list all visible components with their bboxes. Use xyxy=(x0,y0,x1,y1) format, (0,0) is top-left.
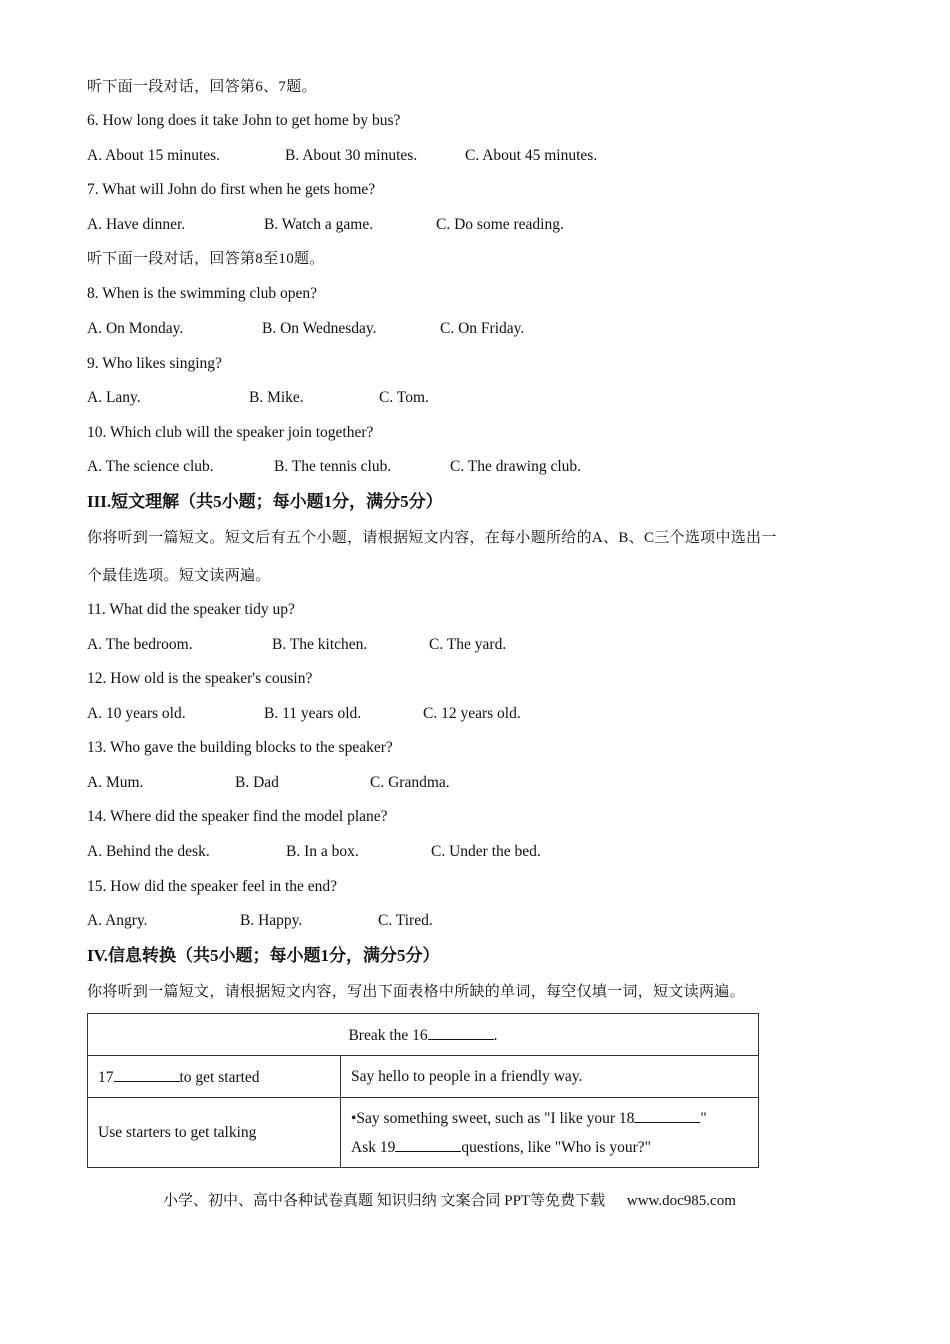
row2-right-line1 xyxy=(351,1104,748,1133)
table-row xyxy=(88,1098,759,1168)
q7-option-a: A. Have dinner. xyxy=(87,216,186,233)
q11-option-a: A. The bedroom. xyxy=(87,636,193,653)
q14-option-b: B. In a box. xyxy=(286,843,359,860)
q11-option-b: B. The kitchen. xyxy=(272,636,368,653)
table-row xyxy=(88,1056,759,1098)
row2-right-line2 xyxy=(351,1133,748,1162)
instruction-q8-10: 听下面一段对话，回答第8至10题。 xyxy=(87,251,325,267)
q9-option-b: B. Mike. xyxy=(249,389,304,406)
question-12: 12. How old is the speaker's cousin? xyxy=(87,670,313,687)
section-3-instruction-line1: 你将听到一篇短文。短文后有五个小题，请根据短文内容，在每小题所给的A、B、C三个选项中选出一 xyxy=(87,530,777,546)
question-14: 14. Where did the speaker find the model plane? xyxy=(87,808,388,825)
instruction-q6-7: 听下面一段对话，回答第6、7题。 xyxy=(87,79,317,95)
question-15: 15. How did the speaker feel in the end? xyxy=(87,878,338,895)
question-9: 9. Who likes singing? xyxy=(87,355,222,372)
row2-right-cell xyxy=(341,1098,759,1168)
info-table xyxy=(87,1013,759,1168)
footer-text: 小学、初中、高中各种试卷真题 知识归纳 文案合同 PPT等免费下载 xyxy=(163,1193,606,1209)
q11-option-c: C. The yard. xyxy=(429,636,507,653)
q6-option-a: A. About 15 minutes. xyxy=(87,147,221,164)
q10-option-a: A. The science club. xyxy=(87,458,214,475)
q9-option-a: A. Lany. xyxy=(87,389,141,406)
row2-line1-text: •Say something sweet, such as "I like your 18 xyxy=(351,1109,635,1127)
question-7: 7. What will John do first when he gets home? xyxy=(87,181,376,198)
row2-line1-quote: " xyxy=(700,1109,707,1127)
blank-16[interactable] xyxy=(428,1025,494,1040)
row1-left-text: to get started xyxy=(179,1068,260,1086)
q13-option-a: A. Mum. xyxy=(87,774,144,791)
row1-left-cell xyxy=(88,1056,341,1098)
q6-option-c: C. About 45 minutes. xyxy=(465,147,598,164)
q9-option-c: C. Tom. xyxy=(379,389,429,406)
footer-url[interactable]: www.doc985.com xyxy=(626,1193,736,1209)
table-title-end: . xyxy=(493,1026,498,1044)
question-11: 11. What did the speaker tidy up? xyxy=(87,601,295,618)
q8-option-a: A. On Monday. xyxy=(87,320,184,337)
row1-left-number: 17 xyxy=(98,1068,114,1086)
q7-option-b: B. Watch a game. xyxy=(264,216,374,233)
section-3-instruction-line2: 个最佳选项。短文读两遍。 xyxy=(87,568,271,584)
q14-option-a: A. Behind the desk. xyxy=(87,843,210,860)
section-4-heading: IV.信息转换（共5小题；每小题1分，满分5分） xyxy=(87,946,440,965)
row1-right-cell: Say hello to people in a friendly way. xyxy=(341,1056,759,1098)
q8-option-c: C. On Friday. xyxy=(440,320,525,337)
table-title-row xyxy=(88,1014,759,1056)
question-6: 6. How long does it take John to get home by bus? xyxy=(87,112,401,129)
q15-option-a: A. Angry. xyxy=(87,912,148,929)
blank-18[interactable] xyxy=(634,1108,700,1123)
q12-option-b: B. 11 years old. xyxy=(264,705,362,722)
question-10: 10. Which club will the speaker join together? xyxy=(87,424,374,441)
blank-17[interactable] xyxy=(114,1067,180,1082)
q12-option-c: C. 12 years old. xyxy=(423,705,521,722)
section-3-heading: III.短文理解（共5小题；每小题1分，满分5分） xyxy=(87,492,443,511)
q14-option-c: C. Under the bed. xyxy=(431,843,541,860)
page-footer xyxy=(163,1191,736,1211)
q12-option-a: A. 10 years old. xyxy=(87,705,186,722)
q15-option-c: C. Tired. xyxy=(378,912,433,929)
q6-option-b: B. About 30 minutes. xyxy=(285,147,418,164)
question-8: 8. When is the swimming club open? xyxy=(87,285,318,302)
question-13: 13. Who gave the building blocks to the speaker? xyxy=(87,739,393,756)
q10-option-b: B. The tennis club. xyxy=(274,458,392,475)
section-4-instruction: 你将听到一篇短文，请根据短文内容，写出下面表格中所缺的单词，每空仅填一词，短文读两遍。 xyxy=(87,984,745,1000)
blank-19[interactable] xyxy=(395,1137,461,1152)
row2-left-cell: Use starters to get talking xyxy=(88,1098,341,1168)
table-title-cell xyxy=(88,1014,759,1056)
row2-line2-rest: questions, like "Who is your?" xyxy=(461,1138,651,1156)
q7-option-c: C. Do some reading. xyxy=(436,216,564,233)
q15-option-b: B. Happy. xyxy=(240,912,303,929)
row2-line2-text: Ask 19 xyxy=(351,1138,396,1156)
q13-option-b: B. Dad xyxy=(235,774,279,791)
q10-option-c: C. The drawing club. xyxy=(450,458,582,475)
q8-option-b: B. On Wednesday. xyxy=(262,320,377,337)
q13-option-c: C. Grandma. xyxy=(370,774,450,791)
table-title-text: Break the 16 xyxy=(348,1026,428,1044)
